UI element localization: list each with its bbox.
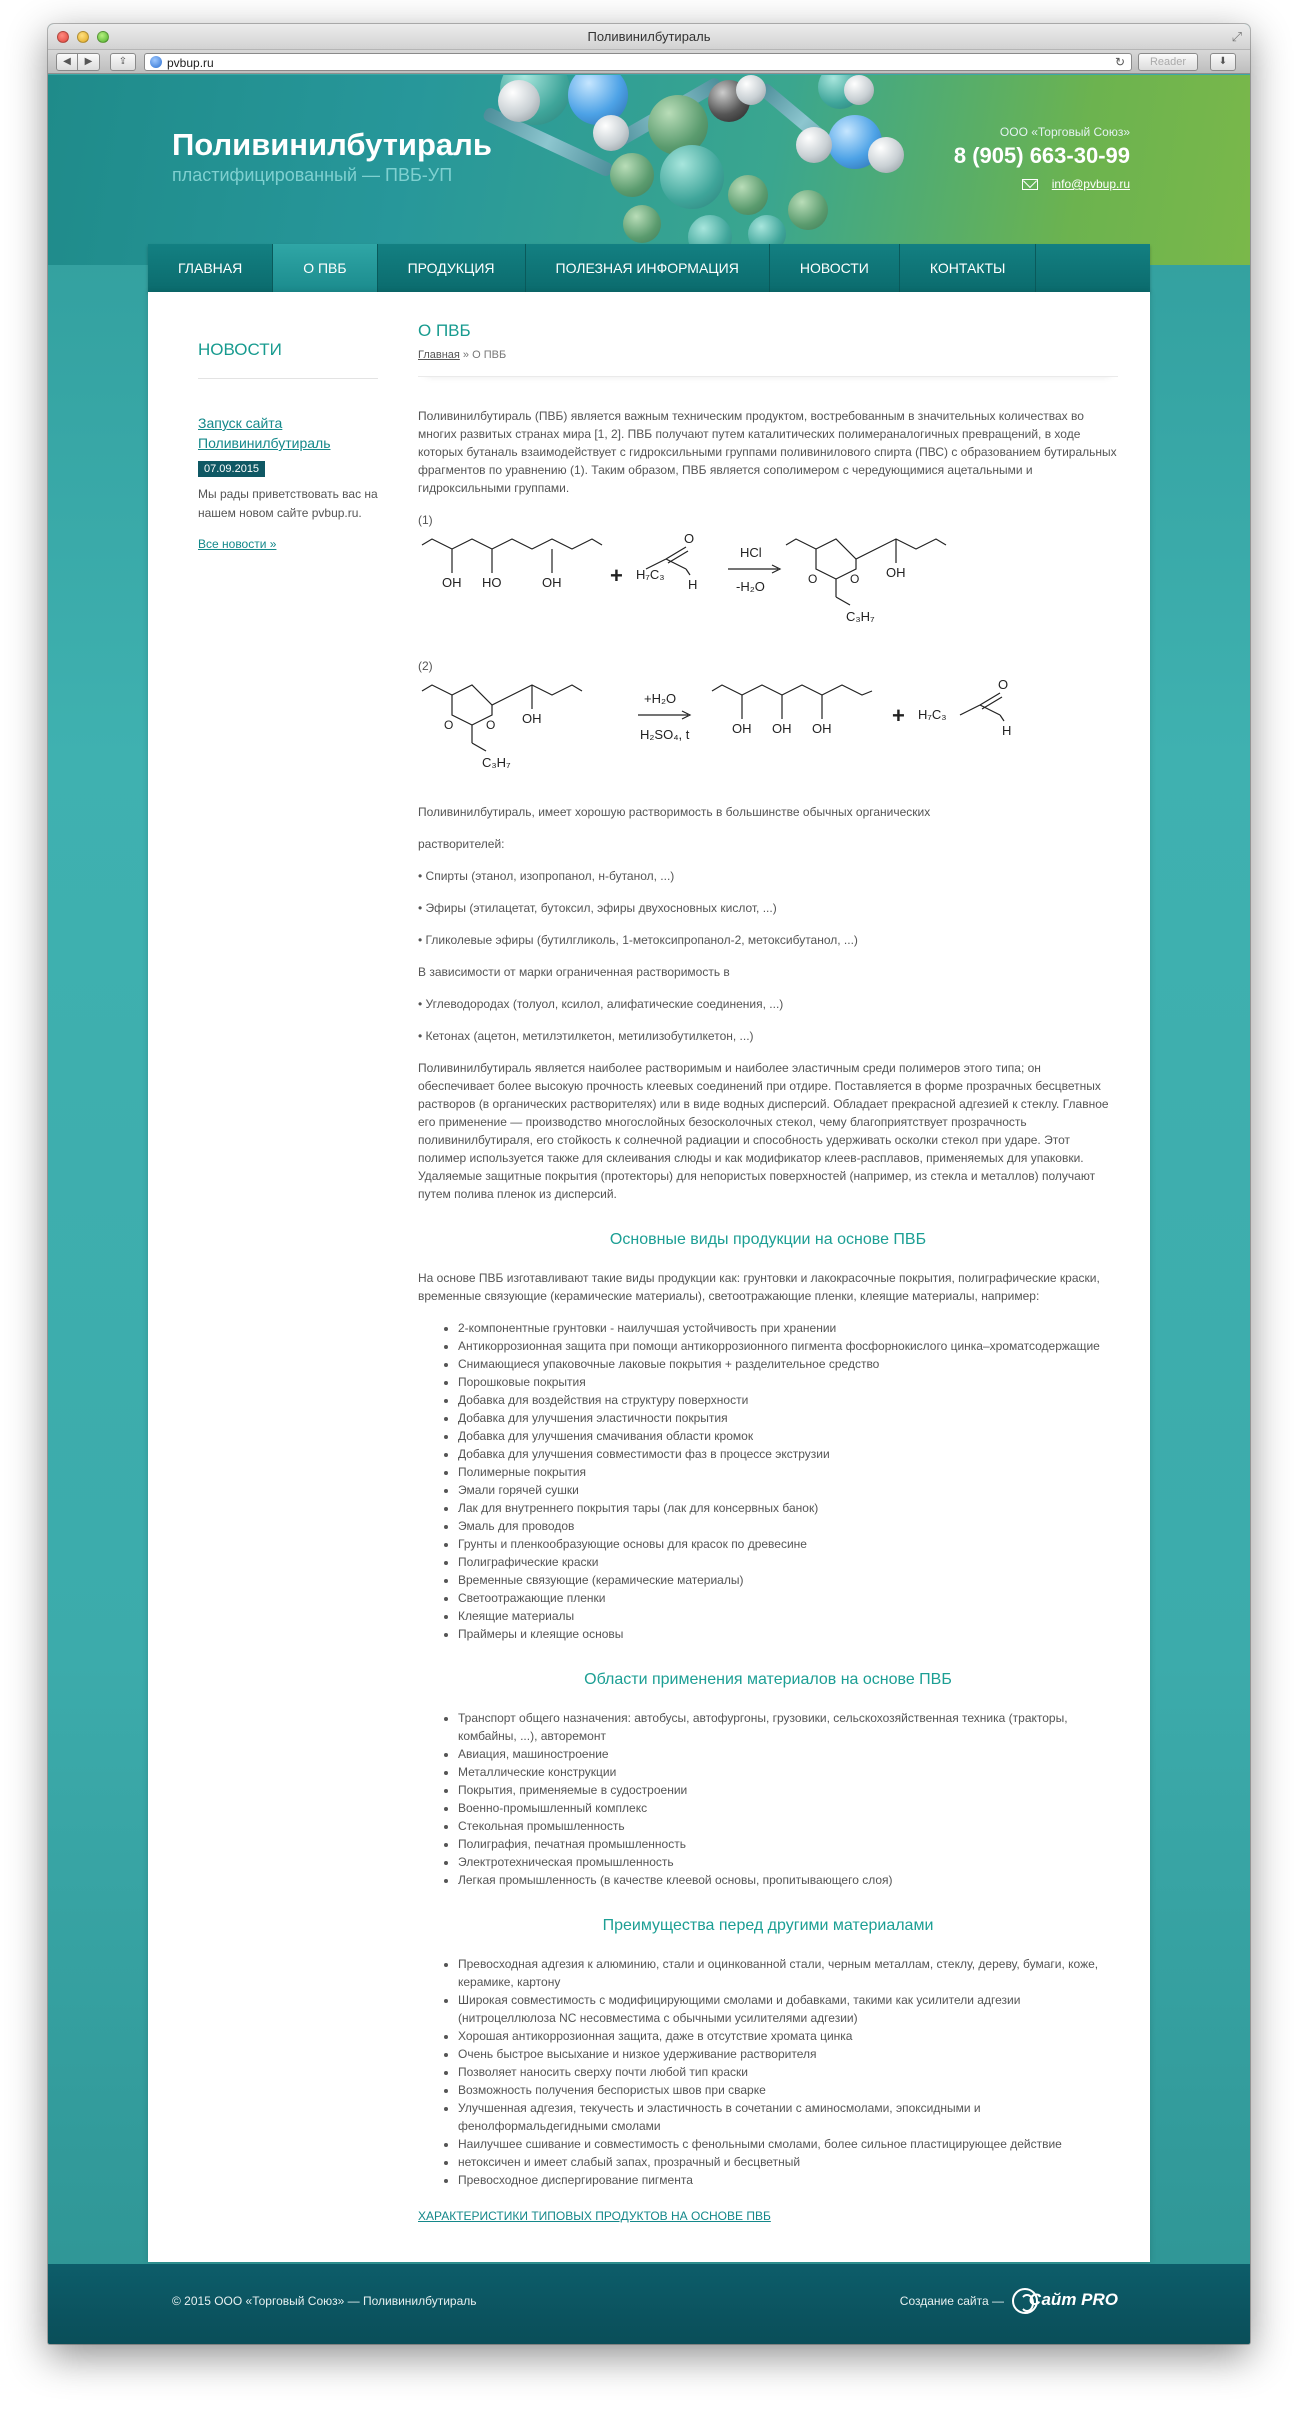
list-item: • Покрытия, применяемые в судостроении (458, 1781, 1118, 1799)
eq2-o-aldehyde: O (998, 679, 1009, 692)
company-name: ООО «Торговый Союз» (999, 125, 1130, 139)
equation-2-diagram (418, 679, 1038, 789)
list-item: • Превосходное диспергирование пигмента (458, 2171, 1118, 2189)
characteristics-link[interactable]: ХАРАКТЕРИСТИКИ ТИПОВЫХ ПРОДУКТОВ НА ОСНОВЕ ПВБ (418, 2209, 771, 2223)
eq1-h7c3: H₇C₃ (636, 567, 665, 582)
all-news-link[interactable]: Все новости » (198, 537, 277, 551)
eq1-oh-1: OH (442, 575, 462, 590)
title-bar (48, 24, 1250, 50)
equation-1-diagram (418, 533, 1038, 643)
eq2-oh-1: OH (522, 711, 542, 726)
list-item: • Добавка для улучшения совместимости фаз в процессе экструзии (458, 1445, 1118, 1463)
sidebar (198, 326, 378, 551)
solubility-paragraph-2: растворителей: (418, 837, 505, 851)
section-applications-title: Области применения материалов на основе ПВБ (584, 1671, 952, 1688)
list-item: • Временные связующие (керамические материалы) (458, 1571, 1118, 1589)
mail-icon (1022, 179, 1038, 190)
solvent-item: • Эфиры (этилацетат, бутоксил, эфиры двухосновных кислот, ...) (418, 901, 777, 915)
news-item-link[interactable]: Запуск сайта Поливинилбутираль (198, 415, 331, 451)
nav-item-home[interactable]: ГЛАВНАЯ (148, 244, 273, 292)
list-item: • Антикоррозионная защита при помощи антикоррозионного пигмента фосфорнокислого цинка–хроматсодержащие (458, 1337, 1118, 1355)
list-item: • Снимающиеся упаковочные лаковые покрытия + разделительное средство (458, 1355, 1118, 1373)
main-nav (148, 244, 1150, 292)
nav-item-contacts[interactable]: КОНТАКТЫ (900, 244, 1037, 292)
list-item: • Превосходная адгезия к алюминию, стали и оцинкованной стали, черным металлам, стеклу, дереву, бумаги, коже, керамике, картону (458, 1955, 1118, 1991)
eq1-o-ring-2: O (850, 572, 860, 586)
share-icon: ⇪ (118, 56, 128, 67)
saitpro-logo[interactable]: Сайт PRO (1028, 2290, 1118, 2309)
nav-item-about[interactable]: О ПВБ (273, 244, 377, 292)
eq1-oh-2: OH (542, 575, 562, 590)
list-item: • Металлические конструкции (458, 1763, 1118, 1781)
list-item: • Лак для внутреннего покрытия тары (лак для консервных банок) (458, 1499, 1118, 1517)
list-item: • Широкая совместимость с модифицирующими смолами и добавками, такими как усилители адгезии (нитроцеллюлоза NC несовместима с обычными усилителями адгезии) (458, 1991, 1118, 2027)
back-button[interactable] (56, 53, 78, 71)
eq2-h7c3: H₇C₃ (918, 707, 947, 722)
eq2-o-ring-1: O (444, 718, 454, 732)
section-products-intro: На основе ПВБ изготавливают такие виды продукции как: грунтовки и лакокрасочные покрытия, полиграфические краски, временные связующие (керамические материалы), светоотражающие пленки, клеящие материалы, например: (418, 1271, 1100, 1303)
phone-number: 8 (905) 663-30-99 (953, 143, 1130, 168)
list-item: • Полимерные покрытия (458, 1463, 1118, 1481)
eq2-oh-4: OH (812, 721, 832, 736)
reload-icon[interactable]: ↻ (1114, 55, 1125, 69)
eq1-h2o: -H₂O (736, 579, 765, 594)
content (418, 322, 1118, 2225)
eq1-o-ring-1: O (808, 572, 818, 586)
list-item: • Добавка для улучшения смачивания области кромок (458, 1427, 1118, 1445)
list-item: • 2-компонентные грунтовки - наилучшая устойчивость при хранении (458, 1319, 1118, 1337)
solvent-item: • Гликолевые эфиры (бутилгликоль, 1-метоксипропанол-2, метоксибутанол, ...) (418, 933, 858, 947)
equation-1-label: (1) (418, 513, 433, 527)
advantages-list (418, 1955, 1118, 2189)
news-summary: Мы рады приветствовать вас на нашем новом сайте pvbup.ru. (198, 487, 378, 520)
site-footer (48, 2264, 1250, 2344)
forward-arrow-icon: ▶ (84, 56, 93, 67)
main-panel (148, 292, 1150, 2262)
eq2-o-ring-2: O (486, 718, 496, 732)
list-item: • Авиация, машиностроение (458, 1745, 1118, 1763)
list-item: • Полиграфические краски (458, 1553, 1118, 1571)
nav-item-info[interactable]: ПОЛЕЗНАЯ ИНФОРМАЦИЯ (526, 244, 770, 292)
list-item: • Наилучшее сшивание и совместимость с фенольными смолами, более сильное пластицирующее действие (458, 2135, 1118, 2153)
browser-window (48, 24, 1250, 2344)
applications-list (418, 1709, 1118, 1889)
list-item: • Добавка для воздействия на структуру поверхности (458, 1391, 1118, 1409)
products-list (418, 1319, 1118, 1643)
breadcrumb (418, 346, 1118, 377)
list-item: • Военно-промышленный комплекс (458, 1799, 1118, 1817)
eq2-h: H (1002, 723, 1012, 738)
sidebar-title: НОВОСТИ (198, 326, 378, 379)
eq1-c3h7: C₃H₇ (846, 609, 875, 624)
eq1-oh-3: OH (886, 565, 906, 580)
list-item: • Порошковые покрытия (458, 1373, 1118, 1391)
site (48, 75, 1250, 2344)
breadcrumb-current: О ПВБ (472, 349, 507, 361)
limited-item: • Углеводородах (толуол, ксилол, алифатические соединения, ...) (418, 997, 784, 1011)
forward-button[interactable] (78, 53, 100, 71)
eq1-o-aldehyde: O (684, 533, 695, 546)
equation-2-label: (2) (418, 659, 433, 673)
site-title[interactable]: Поливинилбутираль (172, 127, 492, 162)
back-arrow-icon: ◀ (63, 56, 71, 67)
list-item: • Транспорт общего назначения: автобусы, автофургоны, грузовики, сельскохозяйственная техника (тракторы, комбайны, ...), авторемонт (458, 1709, 1118, 1745)
list-item: • Клеящие материалы (458, 1607, 1118, 1625)
browser-toolbar (48, 50, 1250, 74)
list-item: • Полиграфия, печатная промышленность (458, 1835, 1118, 1853)
eq2-plus-h2o: +H₂O (644, 691, 677, 706)
eq2-h2so4: H₂SO₄, t (640, 727, 690, 742)
window-title: Поливинилбутираль (587, 29, 711, 44)
list-item: • Электротехническая промышленность (458, 1853, 1118, 1871)
url-text[interactable]: pvbup.ru (167, 56, 214, 70)
list-item: • Легкая промышленность (в качестве клеевой основы, пропитывающего слоя) (458, 1871, 1118, 1889)
eq2-c3h7: C₃H₇ (482, 755, 511, 770)
list-item: • Добавка для улучшения эластичности покрытия (458, 1409, 1118, 1427)
list-item: • Возможность получения беспористых швов при сварке (458, 2081, 1118, 2099)
solubility-paragraph-1: Поливинилбутираль, имеет хорошую растворимость в большинстве обычных органических (418, 805, 931, 819)
fullscreen-icon[interactable]: ⤢ (1231, 29, 1242, 44)
site-header (48, 75, 1250, 265)
breadcrumb-separator: » (459, 349, 473, 361)
section-products-title: Основные виды продукции на основе ПВБ (609, 1231, 927, 1248)
list-item: • Очень быстрое высыхание и низкое удерживание растворителя (458, 2045, 1118, 2063)
reader-button[interactable]: Reader (1138, 53, 1198, 71)
site-creator-text: Создание сайта — (899, 2294, 1004, 2308)
list-item: • Светоотражающие пленки (458, 1589, 1118, 1607)
list-item: • Эмаль для проводов (458, 1517, 1118, 1535)
description-paragraph: Поливинилбутираль является наиболее растворимым и наиболее эластичным среди полимеров этого типа; он обеспечивает более высокую прочность клеевых соединений при отдире. Поставляется в форме прозрачных бесцветных растворов (в органических растворителях) или в виде водных дисперсий. Обладает прекрасной адгезией к стеклу. Главное его применение — производство многослойных безосколочных стекол, чему благоприятствует прозрачность поливинилбутираля, его стойкость к солнечной радиации и способность удерживать осколки стекол при ударе. Этот полимер используется также для склеивания слюды и как модификатор клеев-расплавов, применяемых для упаковки. Удаляемые защитные покрытия (протекторы) для непористых поверхностей (например, из стекла и металлов) получают путем полива пленок из дисперсий. (418, 1061, 1109, 1201)
address-bar[interactable] (144, 53, 1132, 71)
list-item: • Улучшенная адгезия, текучесть и эластичность в сочетании с аминосмолами, эпоксидными и фенолформальдегидными смолами (458, 2099, 1118, 2135)
site-subtitle: пластифицированный — ПВБ-УП (172, 165, 453, 185)
download-icon: ⬇ (1218, 56, 1228, 67)
list-item: • Эмали горячей сушки (458, 1481, 1118, 1499)
svg-text:+: + (610, 563, 623, 588)
eq1-h: H (688, 577, 698, 592)
copyright-text: © 2015 ООО «Торговый Союз» — Поливинилбутираль (172, 2294, 477, 2308)
nav-item-products[interactable]: ПРОДУКЦИЯ (378, 244, 526, 292)
section-advantages-title: Преимущества перед другими материалами (602, 1917, 934, 1934)
downloads-button[interactable] (1210, 53, 1236, 71)
news-date-badge: 07.09.2015 (198, 461, 265, 477)
intro-paragraph: Поливинилбутираль (ПВБ) является важным техническим продуктом, востребованным в значительных количествах во многих развитых странах мира [1, 2]. ПВБ получают путем каталитических полимераналогичных превращений, в ходе которых бутаналь взаимодействует с гидроксильными группами поливинилового спирта (ПВС) с образованием бутиральных фрагментов по уравнению (1). Таким образом, ПВБ является сополимером с чередующимися ацетальными и гидроксильными группами. (418, 409, 1117, 495)
nav-item-news[interactable]: НОВОСТИ (770, 244, 900, 292)
list-item: • Грунты и пленкообразующие основы для красок по древесине (458, 1535, 1118, 1553)
eq2-oh-3: OH (772, 721, 792, 736)
solvent-item: • Спирты (этанол, изопропанол, н-бутанол, ...) (418, 869, 675, 883)
list-item: • Стекольная промышленность (458, 1817, 1118, 1835)
list-item: • Хорошая антикоррозионная защита, даже в отсутствие хромата цинка (458, 2027, 1118, 2045)
share-button[interactable] (110, 53, 136, 71)
eq2-oh-2: OH (732, 721, 752, 736)
limited-solubility-paragraph: В зависимости от марки ограниченная растворимость в (418, 965, 730, 979)
breadcrumb-home-link[interactable]: Главная (418, 349, 460, 361)
list-item: • Позволяет наносить сверху почти любой тип краски (458, 2063, 1118, 2081)
page-title: О ПВБ (418, 321, 471, 340)
eq1-hcl: HCl (740, 545, 762, 560)
svg-text:+: + (892, 703, 905, 728)
email-link[interactable]: info@pvbup.ru (1051, 177, 1130, 191)
limited-item: • Кетонах (ацетон, метилэтилкетон, метилизобутилкетон, ...) (418, 1029, 754, 1043)
list-item: • нетоксичен и имеет слабый запах, прозрачный и бесцветный (458, 2153, 1118, 2171)
globe-icon (150, 56, 162, 68)
list-item: • Праймеры и клеящие основы (458, 1625, 1118, 1643)
eq1-ho: HO (482, 575, 502, 590)
